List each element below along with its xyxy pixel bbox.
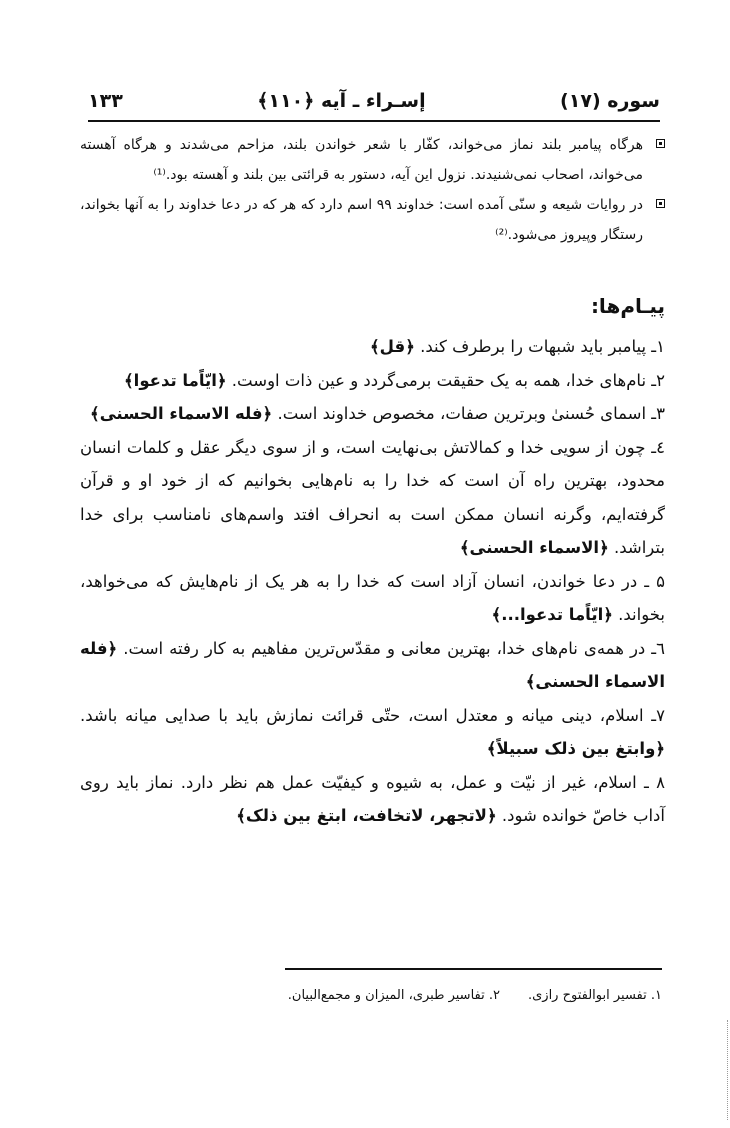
footnotes xyxy=(200,988,662,1003)
quran-quote: ﴿لاتجهر، لاتخافت، ابتغ بین ذلک﴾ xyxy=(236,806,497,825)
messages-list xyxy=(80,330,665,833)
message-text: ۲ـ نام‌های خدا، همه به یک حقیقت برمی‌گردد و عین ذات اوست. xyxy=(226,370,665,390)
note-item xyxy=(80,190,665,250)
message-text: ۷ـ اسلام، دینی میانه و معتدل است، حتّی قرائت نمازش باید با صدایی میانه باشد. xyxy=(80,705,665,725)
message-text: ۳ـ اسمای حُسنیٰ وبرترین صفات، مخصوص خداوند است. xyxy=(272,404,665,423)
verse-title: إسـراء ـ آیه ﴿۱۱۰﴾ xyxy=(257,90,426,112)
message-item xyxy=(80,632,665,699)
messages-heading: پیـام‌ها: xyxy=(590,294,665,318)
quran-quote: ﴿الاسماء الحسنی﴾ xyxy=(459,538,609,557)
message-item xyxy=(80,766,665,833)
message-text: ۱ـ پیامبر باید شبهات را برطرف کند. xyxy=(414,337,665,356)
quran-quote: ﴿فله الاسماء الحسنی﴾ xyxy=(90,404,273,423)
page-header xyxy=(88,86,660,116)
message-item xyxy=(80,397,665,431)
message-text: ۵ ـ در دعا خواندن، انسان آزاد است که خدا را به هر یک از نام‌هایش که می‌خواهد، بخواند. xyxy=(80,571,665,624)
quran-quote: ﴿وابتغ بین ذلک سبیلاً﴾ xyxy=(486,739,665,758)
message-item xyxy=(80,565,665,632)
note-text: هرگاه پیامبر بلند نماز می‌خواند، کفّار با شعر خواندن بلند، مزاحم می‌شدند و هرگاه آهسته می‌خواند، اصحاب نمی‌شنیدند. نزول این آیه، دستور به قرائتی بین بلند و آهسته بود.⁽¹⁾ xyxy=(80,137,643,183)
message-item xyxy=(80,699,665,766)
quran-quote: ﴿ایّاًما تدعوا﴾ xyxy=(124,370,227,390)
message-item xyxy=(80,364,665,398)
footnote-divider xyxy=(285,968,662,970)
square-bullet-icon xyxy=(656,139,665,148)
surah-label: سوره (۱۷) xyxy=(560,90,660,112)
quran-quote: ﴿ایّاًما تدعوا...﴾ xyxy=(491,605,613,624)
message-item xyxy=(80,330,665,364)
scan-edge-mark xyxy=(726,1020,728,1120)
message-item xyxy=(80,431,665,565)
note-text: در روایات شیعه و سنّی آمده است: خداوند ۹۹ اسم دارد که هر که در دعا خداوند را به آنها بخواند، رستگار وپیروز می‌شود.⁽²⁾ xyxy=(80,197,643,243)
square-bullet-icon xyxy=(656,199,665,208)
footnote-1: ۱. تفسیر ابوالفتوح رازی. xyxy=(527,988,662,1003)
footnote-2: ۲. تفاسیر طبری، المیزان و مجمع‌البیان. xyxy=(287,988,500,1003)
header-divider xyxy=(88,120,660,122)
note-item xyxy=(80,130,665,190)
message-text: ٤ـ چون از سویی خدا و کمالاتش بی‌نهایت است، و از سوی دیگر عقل و کلمات انسان محدود، بهترین راه آن است که خدا را به نام‌هایی بخوانیم که از خود او و قرآن گرفته‌ایم، وگرنه انسان ممکن است به انحراف افتد واسم‌های نامناسب برای خدا بتراشد. xyxy=(80,437,665,557)
quran-quote: ﴿فله الاسماء الحسنی﴾ xyxy=(80,638,665,691)
notes-section xyxy=(80,130,665,250)
message-text: ٦ـ در همه‌ی نام‌های خدا، بهترین معانی و مقدّس‌ترین مفاهیم به کار رفته است. xyxy=(117,638,665,658)
page-number: ۱۳۳ xyxy=(88,90,123,112)
quran-quote: ﴿قل﴾ xyxy=(370,337,415,356)
message-text: ۸ ـ اسلام، غیر از نیّت و عمل، به شیوه و کیفیّت عمل هم نظر دارد. نماز باید روی آداب خاصّ خوانده شود. xyxy=(80,772,665,825)
